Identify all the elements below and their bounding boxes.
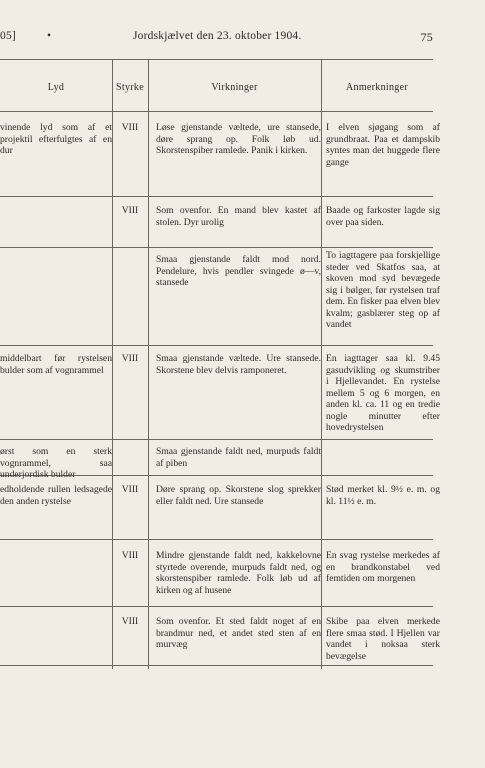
column-rule xyxy=(148,59,149,669)
cell-virkninger: Smaa gjenstande væltede. Ure stansede. Skorstene blev delvis ramponeret. xyxy=(156,353,321,376)
cell-styrke: VIII xyxy=(121,205,139,216)
cell-lyd: ørst som en sterk vognrammel, saa underjordisk bulder xyxy=(0,446,112,480)
cell-anmerkninger: Baade og farkoster lagde sig over paa siden. xyxy=(326,205,440,228)
cell-styrke: VIII xyxy=(121,353,139,364)
page-title: Jordskjælvet den 23. oktober 1904. xyxy=(133,30,302,42)
cell-anmerkninger: En iagttager saa kl. 9.45 gasudvikling og skumstriber i Hjellevandet. En rystelse mellem 5 og 6 morgen, en anden kl. ca. 11 og en tredie nogle minutter efter hovedrystelsen xyxy=(326,353,440,433)
cell-anmerkninger: En svag rystelse merkedes af en brandkonstabel ved femtiden om morgenen xyxy=(326,550,440,584)
page-number: 75 xyxy=(420,30,433,44)
cell-virkninger: Mindre gjenstande faldt ned, kakkelovne styrtede overende, murpuds faldt ned, og skorstenspiber ramlede. Folk løb ud af kirken og af husene xyxy=(156,550,321,596)
cell-lyd: middelbart før rystelsen bulder som af vognrammel xyxy=(0,353,112,376)
cell-virkninger: Løse gjenstande væltede, ure stansede, døre sprang op. Folk løb ud. Skorstenspiber ramlede. Panik i kirken. xyxy=(156,122,321,156)
cell-anmerkninger: Stød merket kl. 9½ e. m. og kl. 11½ e. m. xyxy=(326,484,440,507)
table-top-rule xyxy=(0,59,433,60)
row-divider xyxy=(0,247,433,248)
cell-anmerkninger: Skibe paa elven merkede flere smaa stød. I Hjellen var vandet i noksaa sterk bevægelse xyxy=(326,616,440,662)
column-header-styrke: Styrke xyxy=(116,82,144,93)
cell-anmerkninger: To iagttagere paa forskjellige steder ved Skatfos saa, at skoven mod syd bevægede sig i bølger, før rystelsen traf dem. En fisker paa elven blev kvalm; gasblærer steg op af vandet xyxy=(326,250,441,330)
cell-virkninger: Som ovenfor. Et sted faldt noget af en brandmur ned, et andet sted sten af en murvæg xyxy=(156,616,321,650)
column-header-virkninger: Virkninger xyxy=(211,82,258,93)
cell-lyd: vinende lyd som af et projektil efterfulgtes af en dur xyxy=(0,122,112,156)
row-divider xyxy=(0,665,433,666)
cell-virkninger: Som ovenfor. En mand blev kastet af stolen. Dyr urolig xyxy=(156,205,321,228)
header-dot: • xyxy=(47,30,52,42)
cell-styrke: VIII xyxy=(121,550,139,561)
cell-virkninger: Døre sprang op. Skorstene slog sprekker eller faldt ned. Ure stansede xyxy=(156,484,321,507)
row-divider xyxy=(0,606,433,607)
column-rule xyxy=(321,59,322,669)
cell-styrke: VIII xyxy=(121,122,139,133)
row-divider xyxy=(0,539,433,540)
cell-lyd: edholdende rullen ledsagede den anden rystelse xyxy=(0,484,112,507)
row-divider xyxy=(0,345,433,346)
cell-virkninger: Smaa gjenstande faldt ned, murpuds faldt af piben xyxy=(156,446,321,469)
cell-styrke: VIII xyxy=(121,616,139,627)
cell-virkninger: Smaa gjenstande faldt mod nord. Pendelure, hvis pendler svingede ø—v, stansede xyxy=(156,254,321,288)
row-divider xyxy=(0,439,433,440)
column-header-lyd: Lyd xyxy=(47,82,65,93)
column-header-anmerkninger: Anmerkninger xyxy=(346,82,408,93)
header-section-number: 05] xyxy=(0,30,16,42)
table-header-rule xyxy=(0,111,433,112)
cell-anmerkninger: I elven sjøgang som af grundbraat. Paa et dampskib syntes man det huggede flere gange xyxy=(326,122,440,168)
row-divider xyxy=(0,196,433,197)
cell-styrke: VIII xyxy=(121,484,139,495)
